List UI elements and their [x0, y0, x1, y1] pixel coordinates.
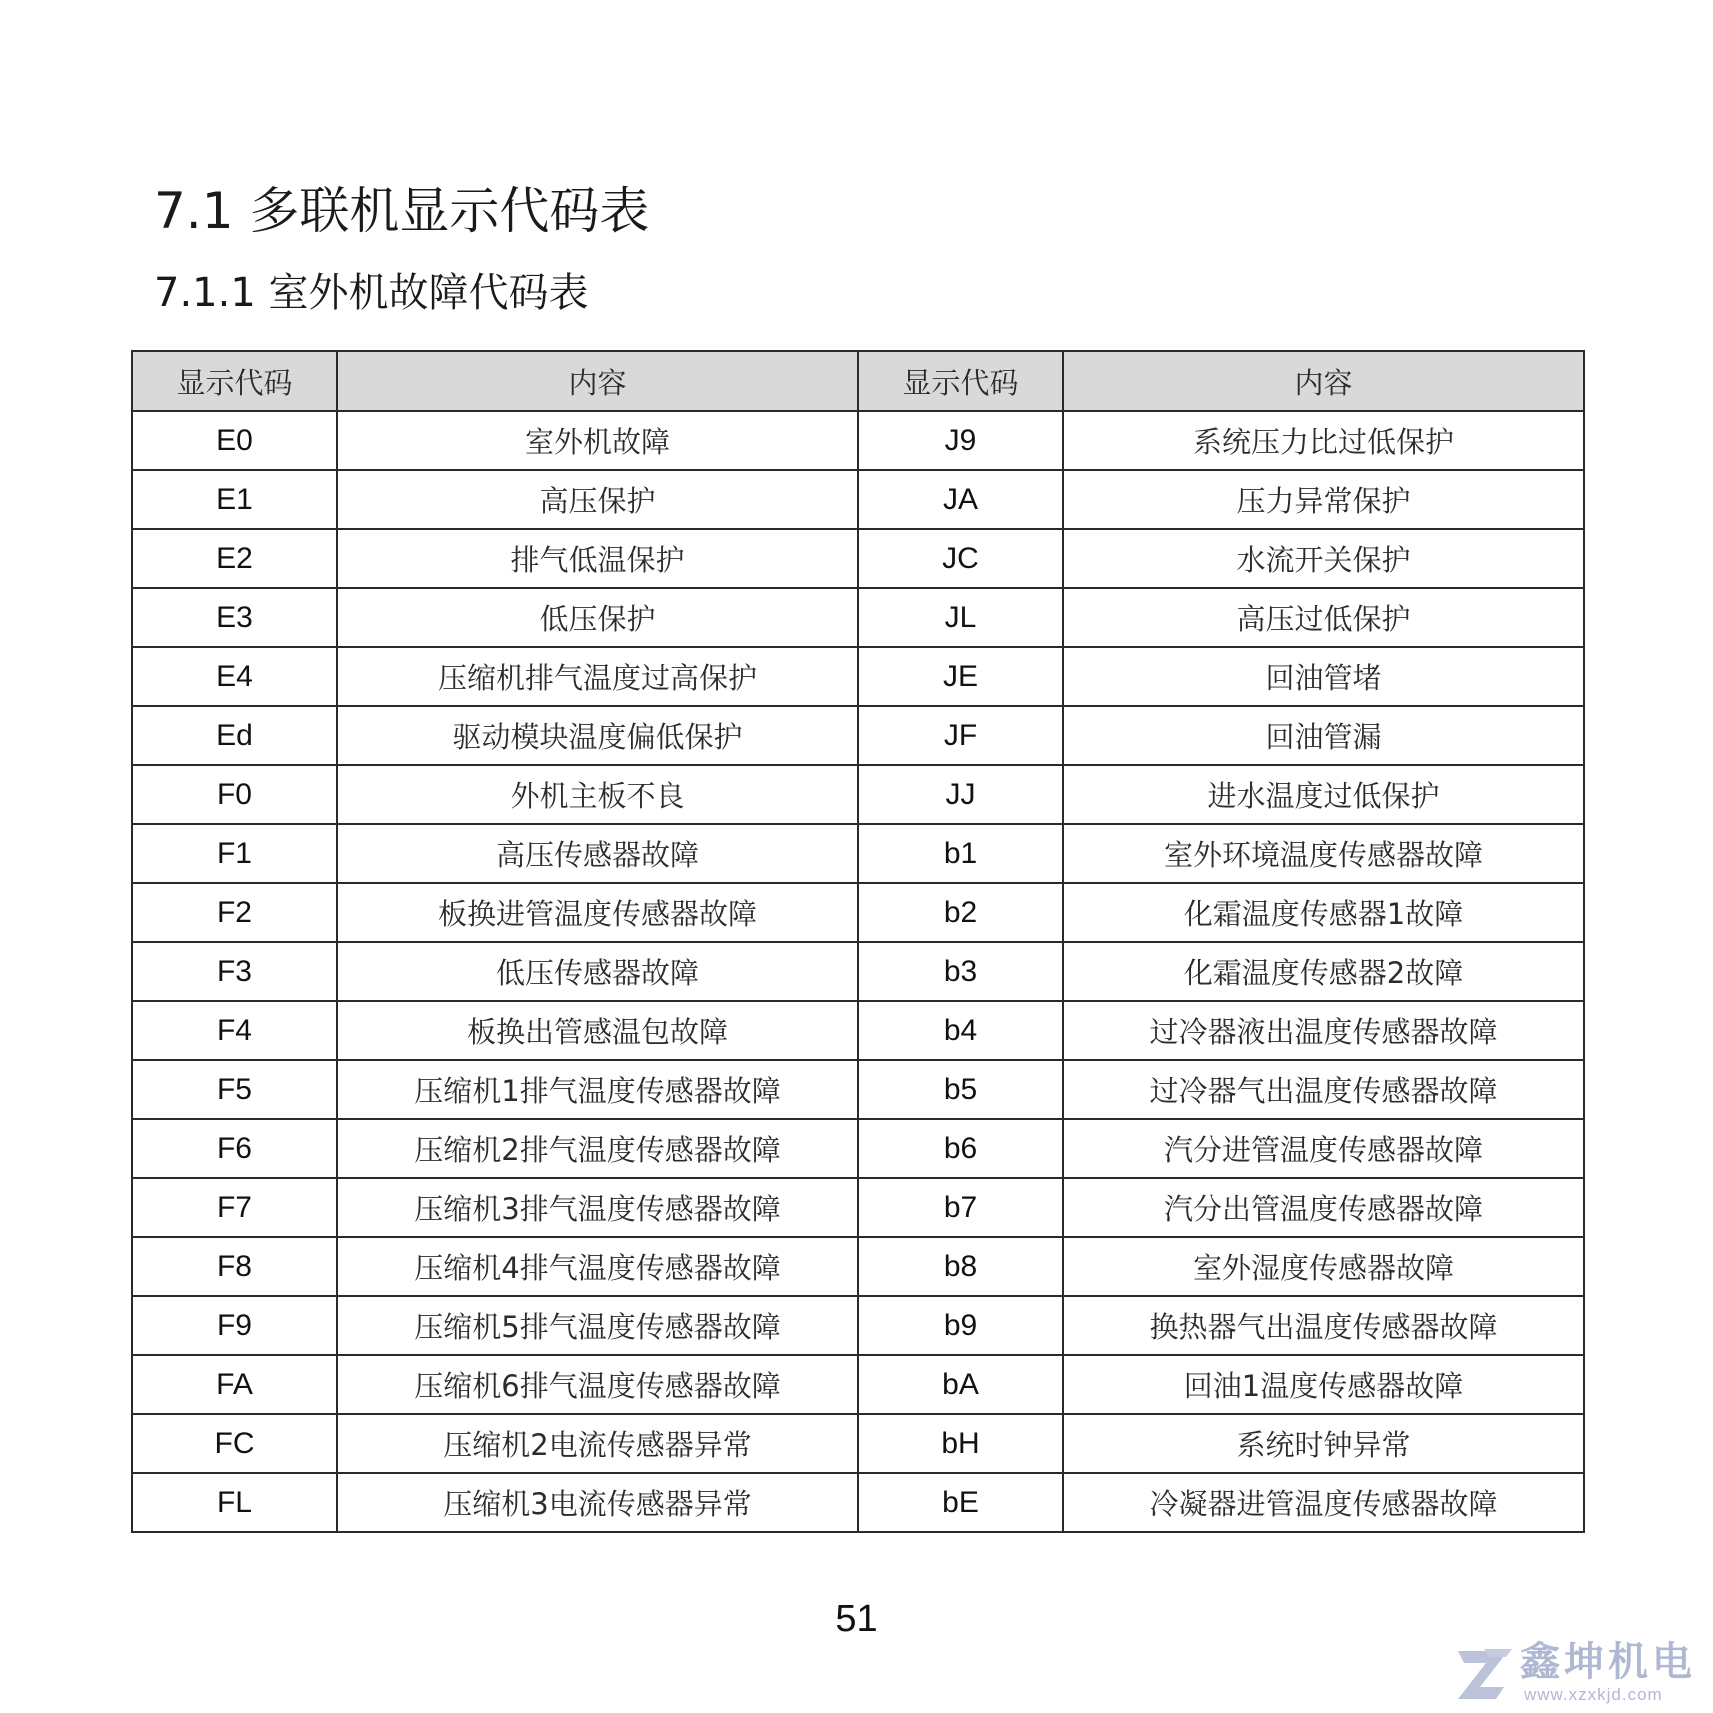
code-cell-left: F5	[132, 1060, 337, 1119]
desc-cell-left: 压缩机4排气温度传感器故障	[337, 1237, 858, 1296]
code-cell-right: b2	[858, 883, 1063, 942]
desc-cell-left: 压缩机3电流传感器异常	[337, 1473, 858, 1532]
desc-cell-left: 压缩机3排气温度传感器故障	[337, 1178, 858, 1237]
table-row	[132, 942, 1584, 1001]
z-logo-icon	[1454, 1643, 1516, 1705]
code-cell-left: F0	[132, 765, 337, 824]
desc-cell-left: 驱动模块温度偏低保护	[337, 706, 858, 765]
table-row	[132, 1355, 1584, 1414]
table-row	[132, 470, 1584, 529]
table-row	[132, 824, 1584, 883]
header-desc-left: 内容	[337, 351, 858, 411]
watermark-name: 鑫坤机电	[1520, 1639, 1696, 1685]
code-cell-right: bA	[858, 1355, 1063, 1414]
table-row	[132, 706, 1584, 765]
section-heading: 7.1 多联机显示代码表	[154, 182, 650, 240]
table-body	[132, 411, 1584, 1532]
code-cell-right: b9	[858, 1296, 1063, 1355]
desc-cell-left: 高压保护	[337, 470, 858, 529]
desc-cell-right: 进水温度过低保护	[1063, 765, 1584, 824]
desc-cell-left: 低压传感器故障	[337, 942, 858, 1001]
code-cell-left: F6	[132, 1119, 337, 1178]
code-cell-right: JC	[858, 529, 1063, 588]
code-cell-right: b4	[858, 1001, 1063, 1060]
desc-cell-left: 板换出管感温包故障	[337, 1001, 858, 1060]
code-cell-right: J9	[858, 411, 1063, 470]
desc-cell-right: 压力异常保护	[1063, 470, 1584, 529]
code-cell-left: F8	[132, 1237, 337, 1296]
desc-cell-right: 汽分出管温度传感器故障	[1063, 1178, 1584, 1237]
code-cell-right: JE	[858, 647, 1063, 706]
table-row	[132, 1060, 1584, 1119]
desc-cell-right: 化霜温度传感器1故障	[1063, 883, 1584, 942]
code-cell-left: F1	[132, 824, 337, 883]
desc-cell-right: 过冷器液出温度传感器故障	[1063, 1001, 1584, 1060]
code-cell-left: E3	[132, 588, 337, 647]
desc-cell-right: 系统时钟异常	[1063, 1414, 1584, 1473]
desc-cell-right: 冷凝器进管温度传感器故障	[1063, 1473, 1584, 1532]
desc-cell-right: 回油1温度传感器故障	[1063, 1355, 1584, 1414]
code-cell-right: b7	[858, 1178, 1063, 1237]
code-cell-left: FL	[132, 1473, 337, 1532]
table-row	[132, 529, 1584, 588]
table-row	[132, 1414, 1584, 1473]
desc-cell-left: 低压保护	[337, 588, 858, 647]
desc-cell-left: 板换进管温度传感器故障	[337, 883, 858, 942]
table-row	[132, 1296, 1584, 1355]
table-row	[132, 883, 1584, 942]
desc-cell-right: 水流开关保护	[1063, 529, 1584, 588]
table-row	[132, 1473, 1584, 1532]
desc-cell-left: 压缩机6排气温度传感器故障	[337, 1355, 858, 1414]
code-cell-left: E4	[132, 647, 337, 706]
code-cell-left: F2	[132, 883, 337, 942]
desc-cell-right: 化霜温度传感器2故障	[1063, 942, 1584, 1001]
desc-cell-left: 排气低温保护	[337, 529, 858, 588]
desc-cell-right: 室外环境温度传感器故障	[1063, 824, 1584, 883]
code-cell-left: FC	[132, 1414, 337, 1473]
desc-cell-left: 室外机故障	[337, 411, 858, 470]
desc-cell-left: 压缩机2排气温度传感器故障	[337, 1119, 858, 1178]
code-cell-right: b8	[858, 1237, 1063, 1296]
code-cell-right: JF	[858, 706, 1063, 765]
header-code-left: 显示代码	[132, 351, 337, 411]
code-cell-left: E2	[132, 529, 337, 588]
code-cell-right: JJ	[858, 765, 1063, 824]
table-row	[132, 588, 1584, 647]
desc-cell-right: 换热器气出温度传感器故障	[1063, 1296, 1584, 1355]
code-cell-right: bE	[858, 1473, 1063, 1532]
fault-code-table	[131, 350, 1585, 1533]
desc-cell-right: 汽分进管温度传感器故障	[1063, 1119, 1584, 1178]
code-cell-right: JA	[858, 470, 1063, 529]
code-cell-right: b3	[858, 942, 1063, 1001]
desc-cell-left: 外机主板不良	[337, 765, 858, 824]
header-code-right: 显示代码	[858, 351, 1063, 411]
desc-cell-left: 高压传感器故障	[337, 824, 858, 883]
desc-cell-left: 压缩机2电流传感器异常	[337, 1414, 858, 1473]
code-cell-left: F3	[132, 942, 337, 1001]
code-cell-right: JL	[858, 588, 1063, 647]
header-desc-right: 内容	[1063, 351, 1584, 411]
table-row	[132, 411, 1584, 470]
code-cell-left: FA	[132, 1355, 337, 1414]
subsection-heading: 7.1.1 室外机故障代码表	[154, 270, 589, 316]
desc-cell-right: 回油管堵	[1063, 647, 1584, 706]
watermark	[1454, 1639, 1709, 1709]
code-cell-left: E1	[132, 470, 337, 529]
code-cell-right: bH	[858, 1414, 1063, 1473]
desc-cell-right: 高压过低保护	[1063, 588, 1584, 647]
code-cell-right: b1	[858, 824, 1063, 883]
desc-cell-left: 压缩机1排气温度传感器故障	[337, 1060, 858, 1119]
table-row	[132, 1178, 1584, 1237]
code-cell-left: F4	[132, 1001, 337, 1060]
code-cell-right: b5	[858, 1060, 1063, 1119]
code-cell-right: b6	[858, 1119, 1063, 1178]
table-row	[132, 1001, 1584, 1060]
desc-cell-left: 压缩机5排气温度传感器故障	[337, 1296, 858, 1355]
watermark-url: www.xzxkjd.com	[1524, 1685, 1663, 1704]
code-cell-left: F9	[132, 1296, 337, 1355]
table-row	[132, 1119, 1584, 1178]
table-header-row	[132, 351, 1584, 411]
code-cell-left: E0	[132, 411, 337, 470]
desc-cell-right: 回油管漏	[1063, 706, 1584, 765]
table-row	[132, 1237, 1584, 1296]
code-cell-left: Ed	[132, 706, 337, 765]
desc-cell-left: 压缩机排气温度过高保护	[337, 647, 858, 706]
table-row	[132, 765, 1584, 824]
desc-cell-right: 系统压力比过低保护	[1063, 411, 1584, 470]
desc-cell-right: 室外湿度传感器故障	[1063, 1237, 1584, 1296]
table-row	[132, 647, 1584, 706]
code-cell-left: F7	[132, 1178, 337, 1237]
page-number: 51	[835, 1598, 878, 1640]
desc-cell-right: 过冷器气出温度传感器故障	[1063, 1060, 1584, 1119]
